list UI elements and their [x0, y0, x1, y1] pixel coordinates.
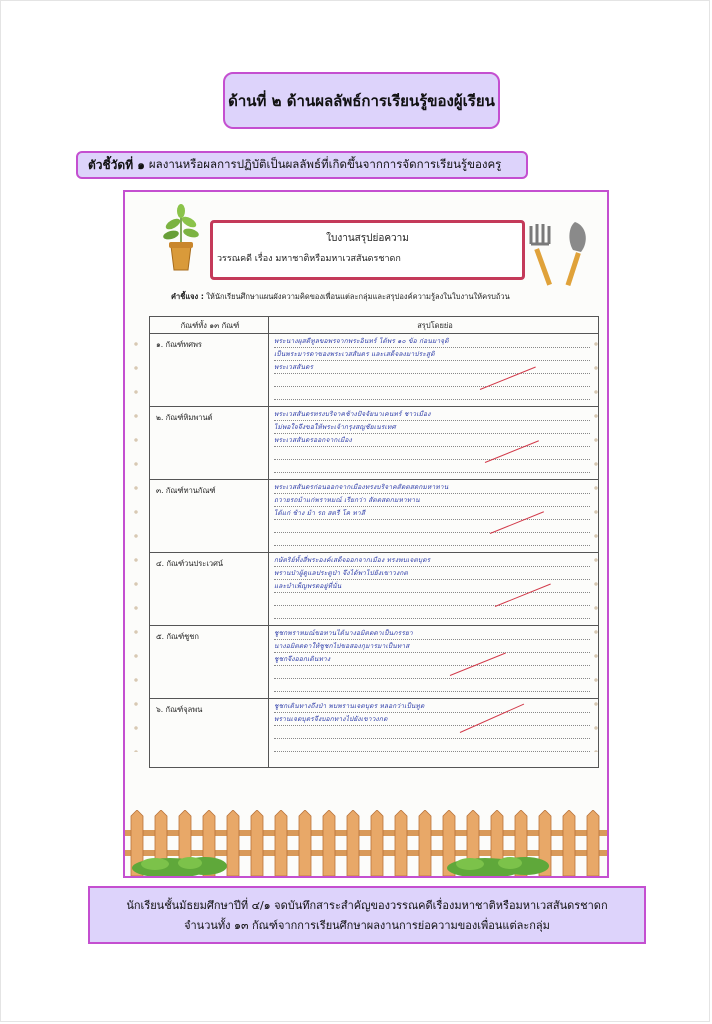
- note-line: และบำเพ็ญพรตอยู่ที่นั่น: [274, 582, 342, 590]
- ruled-line: [274, 545, 590, 546]
- note-line: กษัตริย์ทั้งสี่พระองค์เสด็จออกจากเมือง ทรงพบเจตบุตร: [274, 556, 431, 564]
- ruled-line: [274, 446, 590, 447]
- header-cell-chapters: กัณฑ์ทั้ง ๑๓ กัณฑ์: [180, 321, 240, 330]
- ruled-line: [274, 738, 590, 739]
- note-line: นางอมิตตดาให้ชูชกไปขอสองกุมารมาเป็นทาส: [274, 642, 410, 650]
- table-row: [150, 698, 598, 768]
- note-line: ไม่พอใจจึงขอให้พระเจ้ากรุงสญชัยเนรเทศ: [274, 423, 396, 431]
- ruled-line: [274, 399, 590, 400]
- note-line: ชูชกจึงออกเดินทาง: [274, 655, 331, 663]
- summary-table: [149, 316, 599, 768]
- worksheet-instruction: [171, 291, 510, 303]
- ruled-line: [274, 592, 590, 593]
- worksheet-title-box: [210, 220, 525, 280]
- ruled-line: [274, 459, 590, 460]
- note-line: พรานป่าผู้ดูแลประตูป่า จึงได้พาไปยังเขาวงกต: [274, 569, 408, 577]
- note-line: ชูชกเดินทางถึงป่า พบพรานเจตบุตร หลอกว่าเป็นทูต: [274, 702, 425, 710]
- ruled-line: [274, 386, 590, 387]
- caption-box: [88, 886, 646, 944]
- ruled-line: [274, 665, 590, 666]
- handwritten-note: [274, 335, 586, 374]
- indicator-label: ตัวชี้วัดที่ ๑: [88, 157, 145, 172]
- ruled-line: [274, 618, 590, 619]
- note-line: พระนางผุสดีทูลขอพรจากพระอินทร์ ได้พร ๑๐ ข้อ ก่อนมาจุติ: [274, 337, 449, 345]
- row-label: ๓. กัณฑ์ทานกัณฑ์: [156, 486, 216, 495]
- instruction-text: ให้นักเรียนศึกษาแผนผังความคิดของเพื่อนแต่ละกลุ่มและสรุปองค์ความรู้ลงในใบงานให้ครบถ้วน: [206, 292, 510, 301]
- ruled-line: [274, 493, 590, 494]
- ruled-line: [274, 691, 590, 692]
- ruled-line: [274, 506, 590, 507]
- row-label: ๖. กัณฑ์จุลพน: [156, 705, 203, 714]
- garden-tools-icon: [523, 218, 597, 290]
- ruled-line: [274, 347, 590, 348]
- worksheet-title: ใบงานสรุปย่อความ: [326, 233, 409, 244]
- ruled-line: [274, 605, 590, 606]
- row-label: ๕. กัณฑ์ชูชก: [156, 632, 199, 641]
- caption-line-2: จำนวนทั้ง ๑๓ กัณฑ์จากการเรียนศึกษาผลงานการย่อความของเพื่อนแต่ละกลุ่ม: [184, 919, 550, 932]
- potted-plant-icon: [155, 202, 207, 274]
- table-header-row: [150, 317, 598, 334]
- table-row: [150, 552, 598, 626]
- caption-line-1: นักเรียนชั้นมัธยมศึกษาปีที่ ๔/๑ จดบันทึกสาระสำคัญของวรรณคดีเรื่องมหาชาติหรือมหาเวสสันดรชาดก: [126, 899, 608, 912]
- indicator-banner: [76, 151, 528, 179]
- note-line: เป็นพระมารดาของพระเวสสันดร และเสด็จลงมาประสูติ: [274, 350, 435, 358]
- ruled-line: [274, 652, 590, 653]
- ruled-line: [274, 579, 590, 580]
- note-line: ชูชกพราหมณ์ขอทานได้นางอมิตตดาเป็นภรรยา: [274, 629, 413, 637]
- ruled-line: [274, 532, 590, 533]
- note-line: พรานเจตบุตรจึงบอกทางไปยังเขาวงกต: [274, 715, 388, 723]
- ruled-line: [274, 472, 590, 473]
- wooden-fence-illustration: [125, 810, 607, 876]
- decorative-dots-left: [133, 332, 139, 752]
- worksheet-scan: [123, 190, 609, 878]
- ruled-line: [274, 712, 590, 713]
- note-line: พระเวสสันดรทรงบริจาคช้างปัจจัยนาเคนทร์ ชาวเมือง: [274, 410, 431, 418]
- row-label: ๔. กัณฑ์วนประเวศน์: [156, 559, 223, 568]
- header-cell-summary: สรุปโดยย่อ: [417, 321, 453, 330]
- ruled-line: [274, 519, 590, 520]
- ruled-line: [274, 566, 590, 567]
- table-row: [150, 479, 598, 553]
- section-header: [223, 72, 500, 129]
- indicator-text: ผลงานหรือผลการปฏิบัติเป็นผลลัพธ์ที่เกิดขึ้นจากการจัดการเรียนรู้ของครู: [148, 157, 502, 171]
- ruled-line: [274, 373, 590, 374]
- instruction-label: คำชี้แจง :: [171, 292, 204, 301]
- ruled-line: [274, 420, 590, 421]
- ruled-line: [274, 725, 590, 726]
- ruled-line: [274, 433, 590, 434]
- ruled-line: [274, 360, 590, 361]
- note-line: ถวายรถม้าแก่พราหมณ์ เรียกว่า สัตตสดกมหาทาน: [274, 496, 420, 504]
- row-label: ๑. กัณฑ์ทศพร: [156, 340, 202, 349]
- worksheet-subtitle: วรรณคดี เรื่อง มหาชาติหรือมหาเวสสันดรชาดก: [217, 254, 401, 264]
- note-line: พระเวสสันดรก่อนออกจากเมืองทรงบริจาคสัตตสดกมหาทาน: [274, 483, 449, 491]
- ruled-line: [274, 678, 590, 679]
- note-line: พระเวสสันดร: [274, 363, 314, 371]
- note-line: ได้แก่ ช้าง ม้า รถ สตรี โค ทาสี: [274, 509, 366, 517]
- handwritten-note: [274, 627, 586, 666]
- ruled-line: [274, 639, 590, 640]
- handwritten-note: [274, 700, 586, 726]
- table-row: [150, 406, 598, 480]
- ruled-line: [274, 751, 590, 752]
- section-title: ด้านที่ ๒ ด้านผลลัพธ์การเรียนรู้ของผู้เรียน: [228, 91, 495, 110]
- row-label: ๒. กัณฑ์หิมพานต์: [156, 413, 213, 422]
- table-row: [150, 625, 598, 699]
- table-row: [150, 333, 598, 407]
- note-line: พระเวสสันดรออกจากเมือง: [274, 436, 352, 444]
